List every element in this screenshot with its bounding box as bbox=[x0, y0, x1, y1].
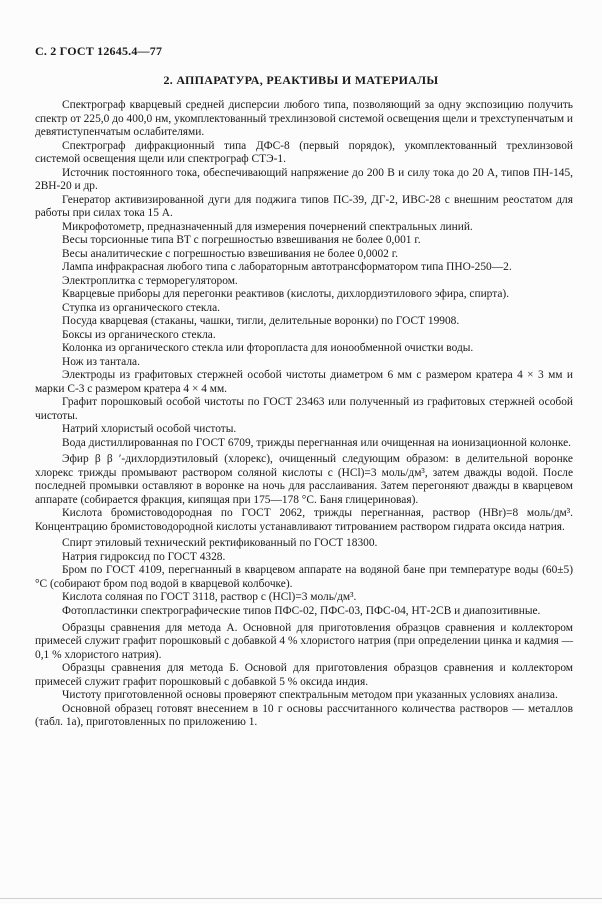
paragraph: Образцы сравнения для метода Б. Основой для приготовления образцов сравнения и коллектором примесей служит графит порошковый с добавкой 5 % оксида индия. bbox=[35, 662, 573, 688]
paragraph: Лампа инфракрасная любого типа с лабораторным автотрансформатором типа ПНО-250—2. bbox=[62, 261, 512, 273]
paragraph: Кислота бромистоводородная по ГОСТ 2062, трижды перегнанная, раствор (HBr)=8 моль/дм³. Концентрацию бромистоводородной кислоты устанавливают титрованием раствором гидрата оксида натрия. bbox=[35, 507, 573, 533]
paragraph: Посуда кварцевая (стаканы, чашки, тигли, делительные воронки) по ГОСТ 19908. bbox=[62, 315, 460, 327]
paragraph: Источник постоянного тока, обеспечивающий напряжение до 200 В и силу тока до 20 А, типов ПН-145, 2ВН-20 и др. bbox=[35, 166, 573, 192]
page-edge-rule bbox=[0, 898, 602, 899]
paragraph: Спирт этиловый технический ректификованный по ГОСТ 18300. bbox=[62, 537, 378, 550]
paragraph: Спектрограф дифракционный типа ДФС-8 (первый порядок), укомплектованный трехлинзовой системой освещения щели или спектрограф СТЭ-1. bbox=[35, 139, 573, 165]
paragraph: Эфир β β ′-дихлордиэтиловый (хлорекс), очищенный следующим образом: в делительной воронке хлорекс трижды промывают раствором соляной кислоты с (HCl)=3 моль/дм³, затем дважды водой. После последней промывки оставляют в воронке на ночь для расслаивания. Затем перегоняют дважды в кварцевом аппарате (собирается фракция, кипящая при 175—178 °С. Баня глицериновая). bbox=[35, 453, 573, 506]
paragraph: Натрия гидроксид по ГОСТ 4328. bbox=[62, 550, 226, 563]
paragraph: Нож из тантала. bbox=[62, 355, 140, 368]
paragraph: Весы торсионные типа ВТ с погрешностью взвешивания не более 0,001 г. bbox=[62, 234, 421, 246]
paragraph: Микрофотометр, предназначенный для измерения почернений спектральных линий. bbox=[62, 220, 473, 233]
paragraph: Спектрограф кварцевый средней дисперсии любого типа, позволяющий за одну экспозицию получить спектр от 225,0 до 400,0 нм, укомплектованный трехлинзовой системой освещения щели и трехступенчатым и девятиступенчатым ослабителями. bbox=[35, 99, 573, 138]
paragraph: Чистоту приготовленной основы проверяют спектральным методом при указанных условиях анализа. bbox=[62, 689, 558, 702]
paragraph: Генератор активизированной дуги для поджига типов ПС-39, ДГ-2, ИВС-28 с внешним реостатом для работы при силах тока 15 А. bbox=[35, 193, 573, 219]
paragraph: Образцы сравнения для метода А. Основной для приготовления образцов сравнения и коллектором примесей служит графит порошковый с добавкой 4 % хлористого натрия (при определении цинка и кадмия — 0,1 % хлористого натрия). bbox=[35, 621, 573, 661]
paragraph: Натрий хлористый особой чистоты. bbox=[62, 423, 237, 435]
paragraph: Боксы из органического стекла. bbox=[62, 328, 216, 341]
paragraph: Весы аналитические с погрешностью взвешивания не более 0,0002 г. bbox=[62, 247, 398, 260]
paragraph: Кварцевые приборы для перегонки реактивов (кислоты, дихлордиэтилового эфира, спирта). bbox=[62, 288, 510, 300]
paragraph: Вода дистиллированная по ГОСТ 6709, трижды перегнанная или очищенная на ионизационной колонке. bbox=[62, 436, 571, 449]
paragraph: Колонка из органического стекла или фторопласта для ионообменной очистки воды. bbox=[62, 342, 474, 354]
section-title: 2. АППАРАТУРА, РЕАКТИВЫ И МАТЕРИАЛЫ bbox=[163, 73, 439, 87]
document-body bbox=[35, 99, 573, 730]
paragraph: Ступка из органического стекла. bbox=[62, 301, 220, 314]
paragraph: Бром по ГОСТ 4109, перегнанный в кварцевом аппарате на водяной бане при температуре воды (60±5) °С (собирают бром под водой в кварцевой колбочке). bbox=[35, 564, 573, 590]
paragraph: Кислота соляная по ГОСТ 3118, раствор с (HCl)=3 моль/дм³. bbox=[62, 591, 357, 604]
paragraph: Графит порошковый особой чистоты по ГОСТ 23463 или полученный из графитовых стержней особой чистоты. bbox=[35, 396, 573, 422]
paragraph: Электроды из графитовых стержней особой чистоты диаметром 6 мм с размером кратера 4 × 3 мм и марки С-3 с размером кратера 4 × 4 мм. bbox=[35, 369, 573, 395]
paragraph: Электроплитка с терморегулятором. bbox=[62, 274, 238, 287]
page-header: С. 2 ГОСТ 12645.4—77 bbox=[35, 44, 163, 58]
paragraph: Основной образец готовят внесением в 10 г основы рассчитанного количества растворов — металлов (табл. 1а), приготовленных по приложению 1. bbox=[35, 702, 573, 729]
paragraph: Фотопластинки спектрографические типов ПФС-02, ПФС-03, ПФС-04, НТ-2СВ и диапозитивные. bbox=[62, 604, 541, 617]
